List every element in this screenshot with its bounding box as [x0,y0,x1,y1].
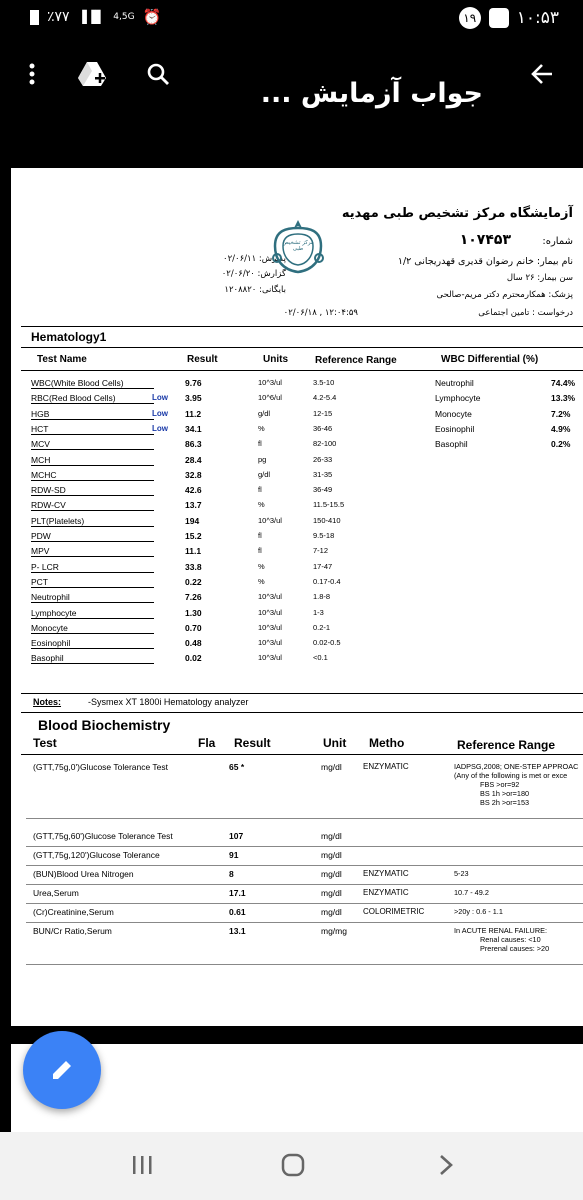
result-value: 33.8 [185,561,202,572]
result-value: 0.70 [185,622,202,633]
result-unit: mg/dl [321,888,342,898]
status-bar [0,0,583,36]
test-name: HCT [31,424,154,435]
reference-range: 0.02-0.5 [313,638,341,648]
wbc-value: 7.2% [551,408,571,419]
test-name: PDW [31,531,154,542]
wbc-name: Eosinophil [435,423,475,434]
result-value: 11.2 [185,408,202,419]
header-divider [21,326,583,327]
clock: ۱۰:۵۳ [516,8,559,28]
result-value: 0.61 [229,907,246,917]
patient-name: نام بیمار: خانم رضوان قدیری قهدریجانی ۱/۲ [397,256,573,267]
reference-line: Renal causes: <10 [480,935,541,944]
result-unit: 10^3/ul [258,622,282,632]
reference-range: 150-410 [313,515,341,525]
search-icon[interactable] [140,56,176,92]
more-vert-icon[interactable] [14,56,50,92]
table-row [11,924,583,964]
result-value: 107 [229,831,244,841]
test-name: (BUN)Blood Urea Nitrogen [33,869,134,879]
archive-number: بایگانی: ۱۲۰۸۸۲۰ [224,285,286,295]
row-divider [26,964,583,965]
reference-line: IADPSG,2008; ONE-STEP APPROAC [454,762,579,771]
result-value: 7.26 [185,592,202,603]
reference-line: FBS >or=92 [480,780,520,789]
page-title: جواب آزمایش ... [260,78,483,109]
result-value: 86.3 [185,439,202,450]
alarm-icon: ⏰ [142,8,162,26]
result-unit: 10^3/ul [258,592,282,602]
result-unit: 10^3/ul [258,638,282,648]
status-right [459,7,559,29]
notes-divider-top [21,693,583,694]
result-unit: mg/dl [321,762,342,772]
test-name: Urea,Serum [33,888,79,898]
test-name: HGB [31,409,154,420]
bio-col-flag: Fla [198,736,216,750]
table-row [11,760,583,818]
test-name: RBC(Red Blood Cells) [31,393,154,404]
report-number-label: شماره: [542,236,573,247]
reference-line: >20y : 0.6 - 1.1 [454,907,503,916]
result-unit: % [258,423,265,433]
test-name: WBC(White Blood Cells) [31,378,154,389]
result-unit: fl [258,546,262,556]
reference-range: 0.2-1 [313,622,331,632]
hematology-header-divider [21,370,583,371]
reference-range: 4.2-5.4 [313,393,337,403]
test-name: Eosinophil [31,638,154,649]
result-value: 15.2 [185,531,202,541]
table-row [11,829,583,846]
result-flag: Low [152,408,168,418]
result-value: 34.1 [185,423,202,434]
result-unit: fl [258,439,262,449]
result-unit: 10^3/ul [258,607,282,617]
result-unit: % [258,576,265,586]
reference-line: (Any of the following is met or exce [454,771,568,780]
reference-range: 31-35 [313,469,333,479]
wbc-value: 0.2% [551,439,571,450]
reference-range: 1-3 [313,607,324,617]
wbc-name: Neutrophil [435,378,474,388]
method: ENZYMATIC [363,888,409,897]
result-unit: mg/mg [321,926,347,936]
reference-line: 10.7 - 49.2 [454,888,489,897]
result-value: 194 [185,515,200,526]
result-unit: mg/dl [321,850,342,860]
test-name: Monocyte [31,623,154,634]
result-unit: fl [258,531,262,540]
wbc-value: 74.4% [551,378,576,388]
nav-back-icon[interactable] [436,1153,456,1177]
lab-name: آزمایشگاه مرکز تشخیص طبی مهدیه [341,206,573,221]
reference-line: BS 1h >or=180 [480,789,530,798]
result-value: 13.1 [229,926,246,936]
row-divider [26,903,583,904]
reference-range: 1.8-8 [313,592,331,602]
result-value: 1.30 [185,607,202,618]
reference-range: 0.17-0.4 [313,576,341,586]
lab-logo [269,216,327,276]
result-value: 91 [229,850,239,860]
status-left [30,8,161,26]
reference-range: 82-100 [313,439,337,449]
signal-icon: ▐▐▌ [77,10,106,24]
col-test-name: Test Name [37,354,87,365]
notification-badge: ۱۹ [459,7,481,29]
result-value: 0.02 [185,653,202,664]
test-name: PLT(Platelets) [31,516,154,527]
result-flag: Low [152,423,168,433]
reference-range: 36-46 [313,423,333,433]
test-name: Neutrophil [31,592,154,603]
result-unit: 10^3/ul [258,653,282,663]
row-divider [26,865,583,866]
test-name: RDW-SD [31,485,154,496]
hematology-title: Hematology1 [31,330,107,344]
row-divider [26,884,583,885]
result-unit: 10^6/ul [258,393,282,403]
result-value: 32.8 [185,469,202,480]
col-result: Result [187,354,218,365]
bio-col-result: Result [234,736,271,750]
battery-percent: ٪۷۷ [47,9,70,25]
reference-range: 7-12 [313,546,329,556]
toolbar [0,36,583,128]
result-unit: % [258,500,265,510]
reference-range: 26-33 [313,454,333,464]
row-divider [26,922,583,923]
table-row [11,905,583,922]
battery-icon [30,10,39,25]
biochem-header-divider [21,754,583,755]
method: COLORIMETRIC [363,907,425,916]
result-value: 11.1 [185,546,202,557]
notes-text: -Sysmex XT 1800i Hematology analyzer [88,697,249,707]
result-value: 8 [229,869,234,879]
result-unit: pg [258,454,267,464]
network-type: 4,5G [113,12,135,22]
reference-range: <0.1 [313,653,328,663]
result-value: 65 * [229,762,245,772]
edit-pencil-icon [49,1057,75,1083]
result-flag: Low [152,393,168,403]
method: ENZYMATIC [363,869,409,878]
table-row [11,886,583,903]
wbc-name: Monocyte [435,408,472,419]
request-source: درخواست : تامین اجتماعی [478,308,573,318]
result-unit: 10^3/ul [258,515,282,525]
table-row [11,848,583,865]
reference-line: In ACUTE RENAL FAILURE: [454,926,547,935]
edit-fab[interactable] [23,1031,101,1109]
home-icon[interactable] [280,1152,306,1178]
result-unit: mg/dl [321,907,342,917]
reference-range: 9.5-18 [313,531,335,540]
test-name: (GTT,75g,120')Glucose Tolerance [33,850,160,860]
col-units: Units [263,354,288,365]
wbc-name: Basophil [435,439,468,450]
report-date: گزارش: ۰۲/۰۶/۲۰ [221,269,286,279]
wbc-value: 13.3% [551,393,576,404]
test-name: BUN/Cr Ratio,Serum [33,926,112,936]
result-value: 13.7 [185,500,202,511]
reference-range: 3.5-10 [313,378,335,387]
result-value: 0.22 [185,576,202,587]
patient-age: سن بیمار: ۲۶ سال [506,273,573,283]
arrow-back-icon[interactable] [524,56,560,92]
result-unit: % [258,561,265,571]
wbc-name: Lymphocyte [435,393,481,404]
test-name: (GTT,75g,0')Glucose Tolerance Test [33,762,169,772]
reference-range: 17-47 [313,561,333,571]
notes-divider-bottom [21,712,583,713]
result-value: 17.1 [229,888,246,898]
report-datetime: ۰۲/۰۶/۱۸ , ۱۲:۰۴:۵۹ [283,308,358,318]
test-name: MCHC [31,470,154,481]
result-value: 9.76 [185,378,202,388]
reference-range: 36-49 [313,485,333,495]
result-value: 3.95 [185,393,202,404]
reference-line: Prerenal causes: >20 [480,944,550,953]
admit-date: پذیرش: ۰۲/۰۶/۱۱ [223,254,286,264]
recents-icon[interactable] [130,1154,154,1176]
test-name: Basophil [31,653,154,664]
notes-label: Notes: [33,697,62,707]
test-name: Lymphocyte [31,608,154,619]
result-unit: g/dl [258,469,271,479]
reference-range: 12-15 [313,408,333,418]
reference-line: 5-23 [454,869,469,878]
test-name: RDW-CV [31,500,154,511]
reference-range: 11.5-15.5 [313,500,345,510]
test-name: MCH [31,455,154,466]
test-name: MPV [31,546,154,557]
reference-line: BS 2h >or=153 [480,798,530,807]
row-divider [26,846,583,847]
test-name: PCT [31,577,154,588]
table-row [11,867,583,884]
test-name: (Cr)Creatinine,Serum [33,907,114,917]
bio-col-reference: Reference Range [457,738,556,752]
lab-logo-text: مرکز تشخیص طبی [282,240,314,252]
bio-col-unit: Unit [323,736,347,750]
bio-col-test: Test [33,736,57,750]
result-unit: g/dl [258,408,271,418]
test-name: P- LCR [31,562,154,573]
test-name: MCV [31,439,154,450]
result-unit: fl [258,485,262,495]
test-name: (GTT,75g,60')Glucose Tolerance Test [33,831,173,841]
hematology-divider [21,347,583,348]
bio-col-method: Metho [369,736,405,750]
result-unit: mg/dl [321,869,342,879]
row-divider [26,818,583,819]
lab-report-document[interactable] [11,168,583,1026]
method: ENZYMATIC [363,762,409,771]
result-unit: mg/dl [321,831,342,841]
result-value: 28.4 [185,454,202,465]
result-value: 0.48 [185,638,202,649]
biochem-title: Blood Biochemistry [38,717,171,733]
drive-add-icon[interactable] [74,56,110,92]
result-unit: 10^3/ul [258,378,282,387]
result-value: 42.6 [185,485,202,496]
col-wbc-differential: WBC Differential (%) [441,354,539,365]
settings-status-icon [489,8,509,28]
report-number: ۱۰۷۴۵۳ [459,232,511,248]
doctor-name: پزشک: همکارمحترم دکتر مریم-صالحی [436,290,573,300]
system-nav-bar [0,1132,583,1200]
col-reference: Reference Range [315,355,397,366]
wbc-value: 4.9% [551,423,571,434]
